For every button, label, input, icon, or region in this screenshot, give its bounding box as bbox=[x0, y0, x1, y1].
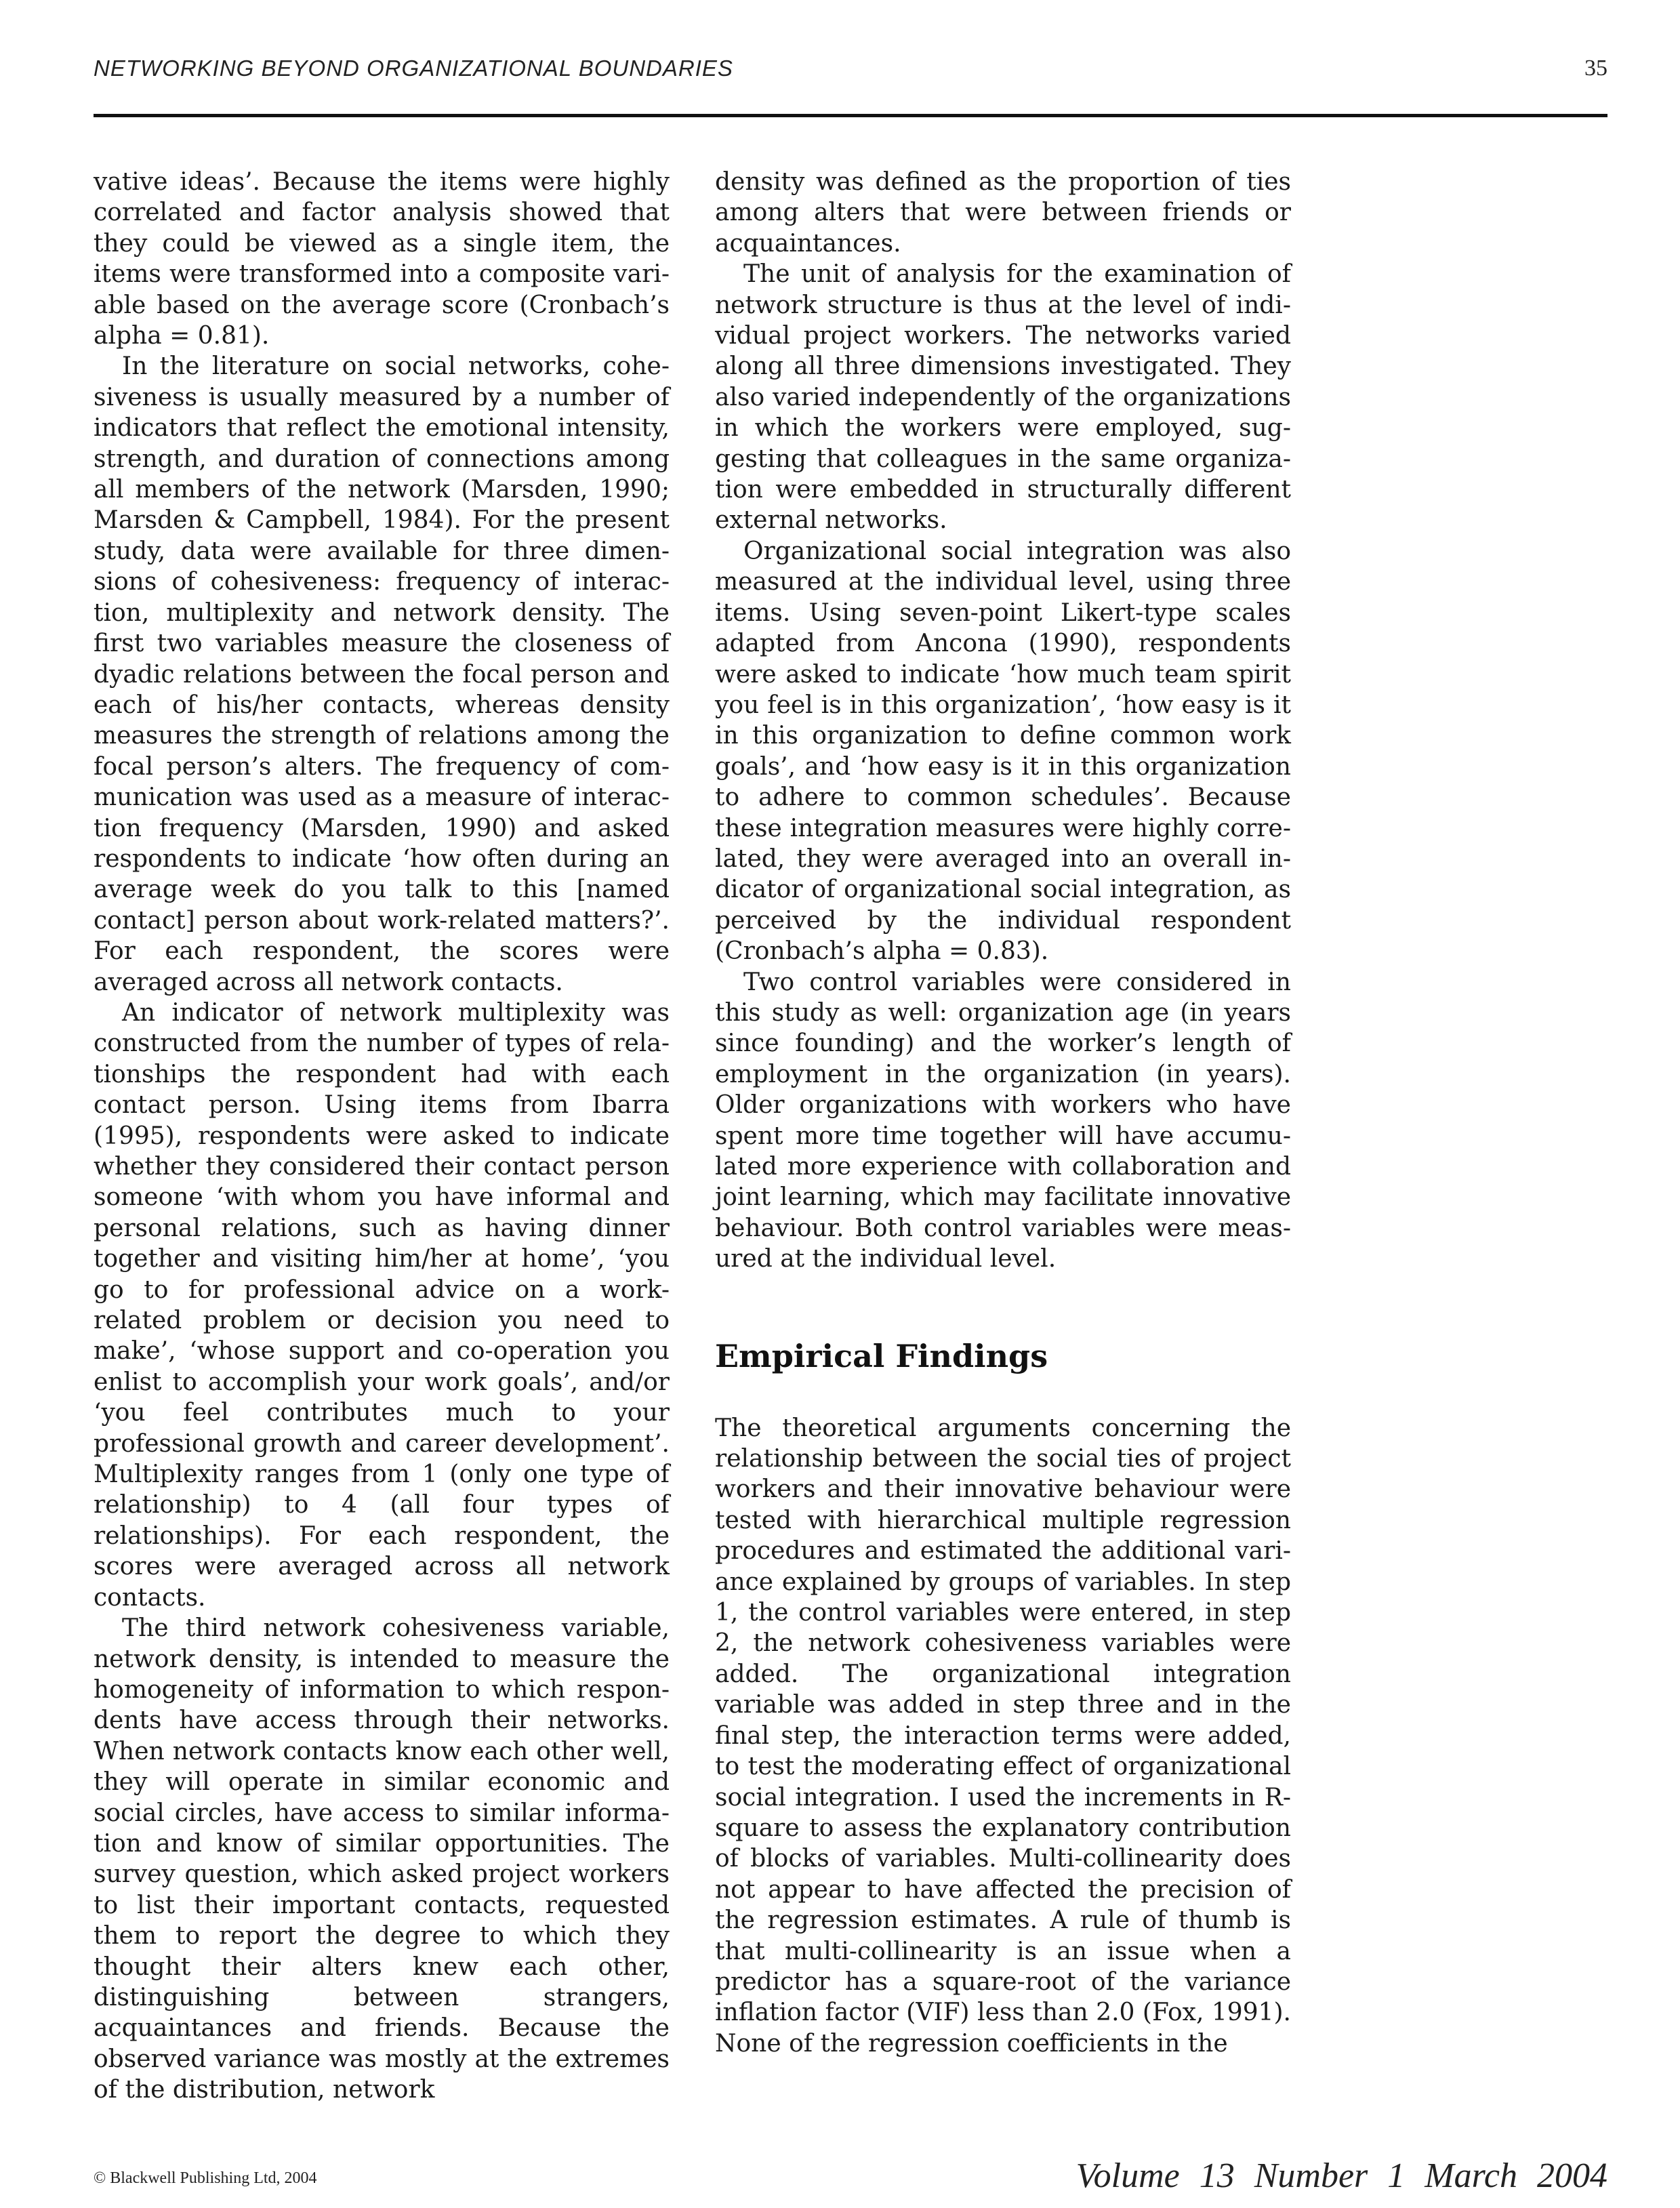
issue-info: Volume 13 Number 1 March 2004 bbox=[1075, 2156, 1607, 2195]
right-column bbox=[715, 167, 1291, 2059]
copyright-notice: © Blackwell Publishing Ltd, 2004 bbox=[94, 2169, 317, 2187]
paragraph: Organizational social integration was also measured at the individual level, using three items. Using seven-point Likert-type scales adapted from Ancona (1990), respondents were asked to indicate ‘how much team spirit you feel is in this organization’, ‘how easy is it in this organization to define common work goals’, and ‘how easy is it in this organization to adhere to common schedules’. Because these integration measures were highly correlated, they were averaged into an overall indicator of organizational social integration, as perceived by the individual respondent (Cronbach’s alpha = 0.83). bbox=[715, 537, 1291, 966]
header-rule bbox=[94, 114, 1607, 117]
running-title: NETWORKING BEYOND ORGANIZATIONAL BOUNDARIES bbox=[94, 56, 733, 81]
paragraph: density was defined as the proportion of ties among alters that were between friends or acquaintances. bbox=[715, 168, 1291, 258]
section-heading: Empirical Findings bbox=[715, 1337, 1048, 1374]
paragraph: In the literature on social networks, cohesiveness is usually measured by a number of indicators that reflect the emotional intensity, strength, and duration of connections among all members of the network (Marsden, 1990; Marsden & Campbell, 1984). For the present study, data were available for three dimensions of cohesiveness: frequency of interaction, multiplexity and network density. The first two variables measure the closeness of dyadic relations between the focal person and each of his/her contacts, whereas density measures the strength of relations among the focal person’s alters. The frequency of communication was used as a measure of interaction frequency (Marsden, 1990) and asked respondents to indicate ‘how often during an average week do you talk to this [named contact] person about work-related matters?’. For each respondent, the scores were averaged across all network contacts. bbox=[94, 352, 670, 996]
paragraph: The unit of analysis for the examination of network structure is thus at the level of individual project workers. The networks varied along all three dimensions investigated. They also varied independently of the organizations in which the workers were employed, suggesting that colleagues in the same organization were embedded in structurally different external networks. bbox=[715, 260, 1291, 535]
page-number: 35 bbox=[1584, 56, 1607, 81]
running-head bbox=[94, 56, 1607, 89]
left-column bbox=[94, 167, 670, 2106]
paragraph: The theoretical arguments concerning the relationship between the social ties of project workers and their innovative behaviour were tested with hierarchical multiple regression procedures and estimated the additional variance explained by groups of variables. In step 1, the control variables were entered, in step 2, the network cohesiveness variables were added. The organizational integration variable was added in step three and in the final step, the interaction terms were added, to test the moderating effect of organizational social integration. I used the increments in R-square to assess the explanatory contribution of blocks of variables. Multi-collinearity does not appear to have affected the precision of the regression estimates. A rule of thumb is that multi-collinearity is an issue when a predictor has a square-root of the variance inflation factor (VIF) less than 2.0 (Fox, 1991). None of the regression coefficients in the bbox=[715, 1414, 1291, 2058]
paragraph: An indicator of network multiplexity was constructed from the number of types of relationships the respondent had with each contact person. Using items from Ibarra (1995), respondents were asked to indicate whether they considered their contact person someone ‘with whom you have informal and personal relations, such as having dinner together and visiting him/her at home’, ‘you go to for professional advice on a work-related problem or decision you need to make’, ‘whose support and co-operation you enlist to accomplish your work goals’, and/or ‘you feel contributes much to your professional growth and career development’. Multiplexity ranges from 1 (only one type of relationship) to 4 (all four types of relationships). For each respondent, the scores were averaged across all network contacts. bbox=[94, 998, 670, 1612]
paragraph: vative ideas’. Because the items were highly correlated and factor analysis showed that they could be viewed as a single item, the items were transformed into a composite variable based on the average score (Cronbach’s alpha = 0.81). bbox=[94, 168, 670, 350]
paragraph: Two control variables were considered in this study as well: organization age (in years since founding) and the worker’s length of employment in the organization (in years). Older organizations with workers who have spent more time together will have accumulated more experience with collaboration and joint learning, which may facilitate innovative behaviour. Both control variables were measured at the individual level. bbox=[715, 968, 1291, 1273]
paragraph: The third network cohesiveness variable, network density, is intended to measure the homogeneity of information to which respondents have access through their networks. When network contacts know each other well, they will operate in similar economic and social circles, have access to similar information and know of similar opportunities. The survey question, which asked project workers to list their important contacts, requested them to report the degree to which they thought their alters knew each other, distinguishing between strangers, acquaintances and friends. Because the observed variance was mostly at the extremes of the distribution, network bbox=[94, 1614, 670, 2104]
page-footer bbox=[94, 2148, 1607, 2196]
